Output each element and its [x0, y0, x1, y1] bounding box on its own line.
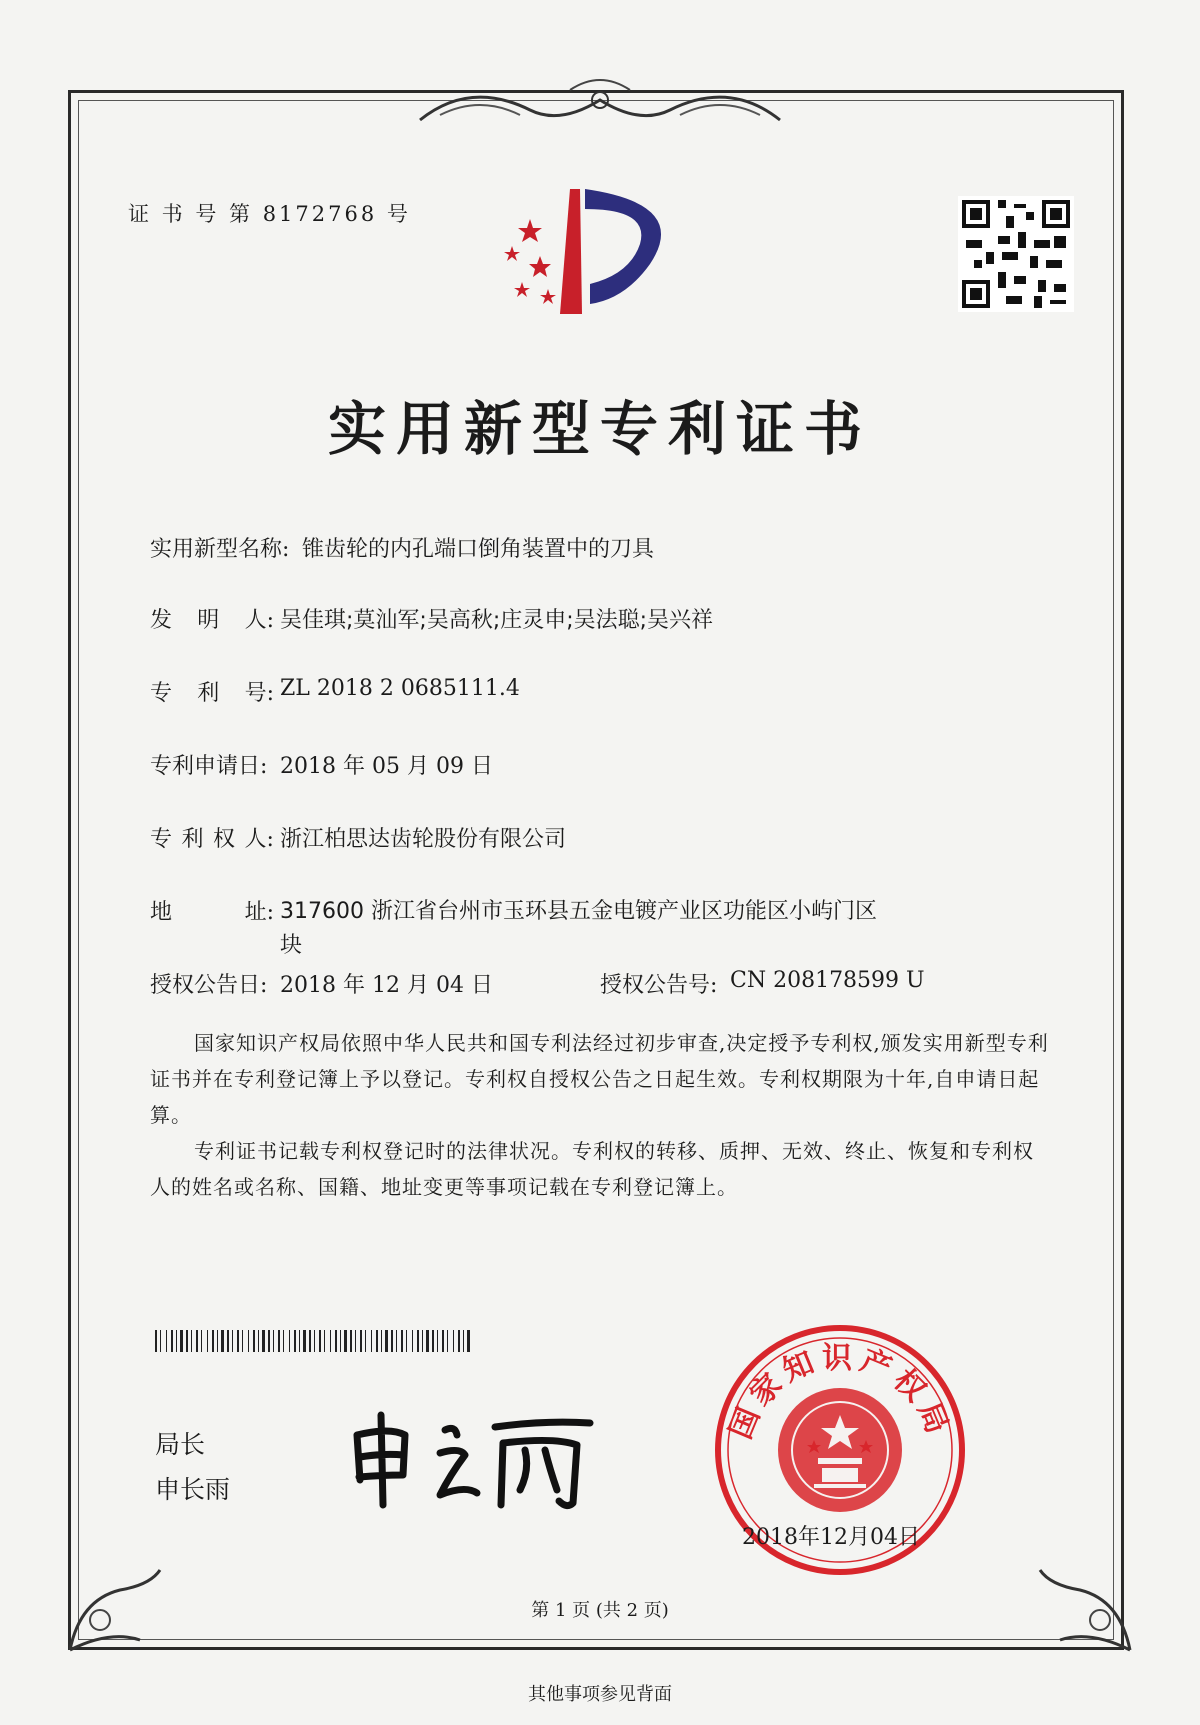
director-title: 局长	[155, 1430, 206, 1459]
inventors-value: 吴佳琪;莫汕军;吴高秋;庄灵申;吴法聪;吴兴祥	[280, 608, 714, 633]
filing-date-value: 2018 年 05 月 09 日	[280, 754, 493, 779]
barcode-icon	[155, 1330, 475, 1352]
certificate-number: 证 书 号 第 8172768 号	[128, 202, 411, 226]
qr-code-icon	[958, 196, 1074, 312]
field-patent-number	[150, 676, 520, 707]
top-ornament	[410, 70, 790, 140]
field-utility-model-name: 实用新型名称: 锥齿轮的内孔端口倒角装置中的刀具	[150, 532, 654, 563]
patent-office-emblem-icon	[500, 184, 690, 334]
director-signature	[345, 1405, 605, 1515]
field-inventors	[150, 603, 713, 634]
seal-text: 国家知识产权局	[723, 1340, 957, 1445]
field-grant-date: 授权公告日: 2018 年 12 月 04 日	[150, 968, 493, 999]
field-address	[150, 895, 880, 963]
field-filing-date: 专利申请日: 2018 年 05 月 09 日	[150, 749, 493, 780]
address-label: 地 址:	[150, 900, 274, 925]
patent-number-label: 专 利 号:	[150, 681, 274, 706]
grant-number-value: CN 208178599 U	[730, 968, 925, 993]
page-number: 第 1 页 (共 2 页)	[531, 1600, 669, 1621]
utility-model-name-value: 锥齿轮的内孔端口倒角装置中的刀具	[302, 537, 655, 562]
grant-statement-paragraph: 国家知识产权局依照中华人民共和国专利法经过初步审查,决定授予专利权,颁发实用新型专利证书并在专利登记簿上予以登记。专利权自授权公告之日起生效。专利权期限为十年,自申请日起算。	[150, 1031, 1049, 1127]
seal-date: 2018年12月04日	[742, 1525, 920, 1550]
patentee-value: 浙江柏思达齿轮股份有限公司	[280, 827, 567, 852]
certificate-title: 实用新型专利证书	[327, 395, 872, 463]
address-value: 317600 浙江省台州市玉环县五金电镀产业区功能区小屿门区块	[280, 899, 877, 958]
patentee-label: 专 利 权 人:	[150, 827, 274, 852]
inventors-label: 发 明 人:	[150, 608, 274, 633]
field-grant-number: 授权公告号: CN 208178599 U	[600, 968, 925, 998]
footer-note: 其他事项参见背面	[528, 1684, 672, 1705]
legal-status-paragraph: 专利证书记载专利权登记时的法律状况。专利权的转移、质押、无效、终止、恢复和专利权人的姓名或名称、国籍、地址变更等事项记载在专利登记簿上。	[150, 1139, 1034, 1199]
field-patentee	[150, 822, 566, 853]
patent-number-value: ZL 2018 2 0685111.4	[280, 676, 520, 701]
director-name: 申长雨	[155, 1475, 231, 1504]
grant-date-value: 2018 年 12 月 04 日	[280, 973, 493, 998]
